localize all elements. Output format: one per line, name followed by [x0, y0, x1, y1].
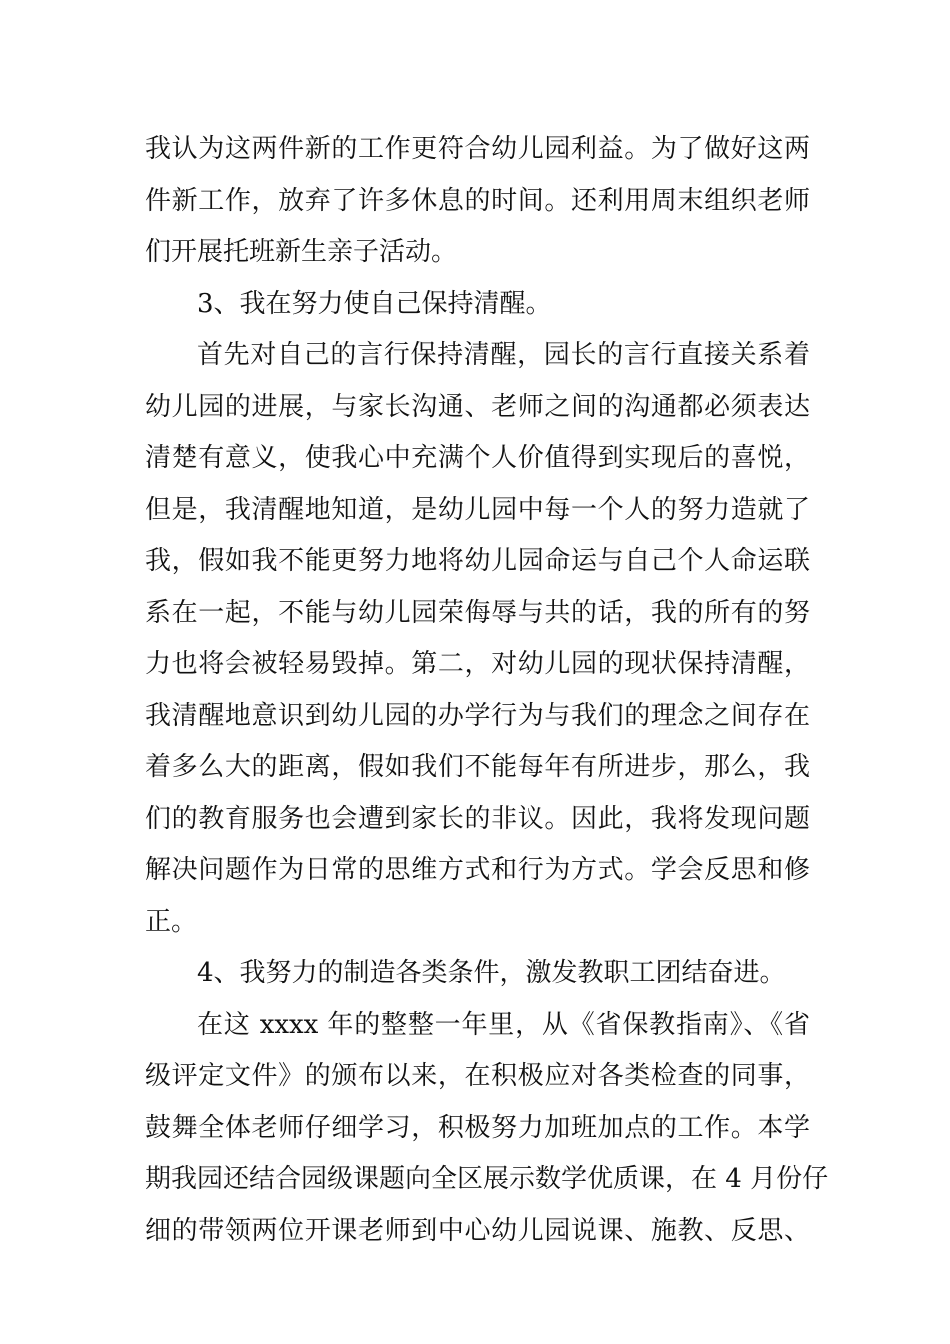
text-line: 但是，我清醒地知道，是幼儿园中每一个人的努力造就了 — [145, 494, 810, 525]
text-line: 们开展托班新生亲子活动。 — [145, 237, 458, 267]
text-line: 幼儿园的进展，与家长沟通、老师之间的沟通都必须表达 — [145, 391, 810, 422]
text-line: 清楚有意义，使我心中充满个人价值得到实现后的喜悦， — [145, 443, 810, 473]
text-line: 在这 xxxx 年的整整一年里，从《省保教指南》、《省 — [197, 1009, 810, 1040]
text-line: 解决问题作为日常的思维方式和行为方式。学会反思和修 — [145, 855, 810, 885]
text-line: 级评定文件》的颁布以来，在积极应对各类检查的同事， — [145, 1061, 810, 1091]
document-body — [145, 124, 829, 1257]
text-line: 首先对自己的言行保持清醒，园长的言行直接关系着 — [197, 340, 810, 370]
text-line: 细的带领两位开课老师到中心幼儿园说课、施教、反思、 — [145, 1215, 810, 1246]
text-line: 着多么大的距离，假如我们不能每年有所进步，那么，我 — [145, 752, 810, 782]
text-line: 期我园还结合园级课题向全区展示数学优质课，在 4 月份仔 — [145, 1164, 829, 1194]
text-line: 鼓舞全体老师仔细学习，积极努力加班加点的工作。本学 — [145, 1112, 810, 1143]
section-heading: 4、我努力的制造各类条件，激发教职工团结奋进。 — [197, 958, 786, 988]
text-line: 力也将会被轻易毁掉。第二，对幼儿园的现状保持清醒， — [145, 649, 810, 679]
text-line: 件新工作，放弃了许多休息的时间。还利用周末组织老师 — [145, 185, 810, 216]
section-heading: 3、我在努力使自己保持清醒。 — [197, 288, 552, 319]
text-line: 我清醒地意识到幼儿园的办学行为与我们的理念之间存在 — [145, 700, 810, 731]
text-line: 我，假如我不能更努力地将幼儿园命运与自己个人命运联 — [145, 546, 810, 576]
text-line: 系在一起，不能与幼儿园荣侮辱与共的话，我的所有的努 — [145, 597, 810, 628]
text-line: 正。 — [145, 906, 198, 937]
text-line: 我认为这两件新的工作更符合幼儿园利益。为了做好这两 — [145, 134, 810, 164]
text-line: 们的教育服务也会遭到家长的非议。因此，我将发现问题 — [145, 803, 810, 834]
